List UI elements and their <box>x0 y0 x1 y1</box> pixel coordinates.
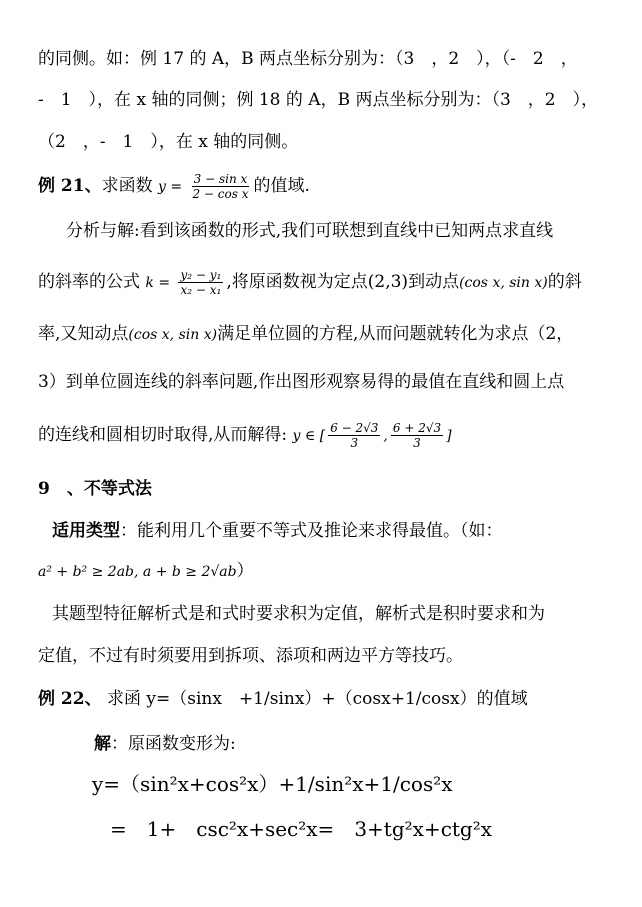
analysis-text-e: 满足单位圆的方程,从而问题就转化为求点（2， <box>217 324 574 344</box>
range-fraction-1 <box>328 421 380 450</box>
slope-fraction <box>178 268 223 297</box>
text-line-2: - 1 ），在 x 轴的同侧；例 18 的 A，B 两点坐标分别为：（3 ，2 ）， <box>38 90 599 110</box>
fraction-numerator: 3 − sin x <box>193 172 248 186</box>
analysis-line-3 <box>38 323 612 346</box>
inequality-close: ） <box>236 561 254 581</box>
solution-label: 解 <box>94 734 111 754</box>
analysis-text-c: 的斜 <box>547 272 582 292</box>
analysis-line-1: 分析与解:看到该函数的形式,我们可联想到直线中已知两点求直线 <box>66 221 554 241</box>
feature-line-1: 其题型特征解析式是和式时要求积为定值，解析式是积时要求和为 <box>52 604 545 624</box>
analysis-text-a: 的斜率的公式 <box>38 272 140 292</box>
example-21-text: 求函数 <box>101 176 153 196</box>
range-numerator-1: 6 − 2√3 <box>330 421 379 435</box>
feature-line-2: 定值，不过有时须要用到拆项、添项和两边平方等技巧。 <box>38 646 463 666</box>
solution-text: ：原函数变形为: <box>111 734 236 754</box>
inequality-formula: a² + b² ≥ 2ab, a + b ≥ 2√ab <box>38 564 237 580</box>
range-fraction-2 <box>391 421 443 450</box>
section-9-heading: 9 、不等式法 <box>38 479 152 499</box>
text-line-3: （2 ，- 1 ），在 x 轴的同侧。 <box>38 132 299 152</box>
range-y: y ∈ [ <box>292 428 326 444</box>
equation-2: = 1+ csc²x+sec²x= 3+tg²x+ctg²x <box>110 817 493 841</box>
fraction-denominator: 2 − cos x <box>192 187 249 201</box>
example-22-text: 求函 y=（sinx +1/sinx）+（cosx+1/cosx）的值域 <box>106 689 528 709</box>
example-21 <box>38 172 612 201</box>
analysis-text-b: ,将原函数视为定点(2,3)到动点 <box>226 272 460 292</box>
analysis-text-d: 率,又知动点 <box>38 324 129 344</box>
range-denominator-1: 3 <box>350 436 359 450</box>
text-line-1: 的同侧。如：例 17 的 A，B 两点坐标分别为：（3 ，2 ），（- 2 ， <box>38 49 578 69</box>
applicable-type-text: ：能利用几个重要不等式及推论来求得最值。（如： <box>120 521 503 541</box>
inequality-line <box>38 560 612 583</box>
example-21-fraction <box>190 172 250 201</box>
range-close: ] <box>446 428 452 444</box>
range-comma: , <box>383 428 388 444</box>
slope-k: k = <box>145 275 171 291</box>
moving-point: (cos x, sin x) <box>459 275 548 291</box>
solution-line <box>94 733 612 755</box>
example-21-tail: 的值域. <box>253 176 310 196</box>
range-numerator-2: 6 + 2√3 <box>392 421 442 435</box>
example-22 <box>38 688 612 710</box>
range-denominator-2: 3 <box>413 436 421 450</box>
moving-point-2: (cos x, sin x) <box>128 327 218 343</box>
applicable-type-label: 适用类型 <box>52 521 120 541</box>
example-22-label: 例 22、 <box>38 689 102 709</box>
example-21-label: 例 21、 <box>38 176 102 196</box>
analysis-text-f: 的连线和圆相切时取得,从而解得: <box>38 425 288 445</box>
analysis-line-4: 3）到单位圆连线的斜率问题,作出图形观察易得的最值在直线和圆上点 <box>38 372 565 392</box>
applicable-type-line <box>52 520 612 542</box>
example-21-y: y = <box>157 179 183 195</box>
equation-1: y=（sin²x+cos²x）+1/sin²x+1/cos²x <box>92 772 453 796</box>
analysis-line-2 <box>38 268 612 297</box>
slope-numerator: y₂ − y₁ <box>180 268 222 282</box>
analysis-line-5 <box>38 421 612 450</box>
slope-denominator: x₂ − x₁ <box>180 283 222 297</box>
